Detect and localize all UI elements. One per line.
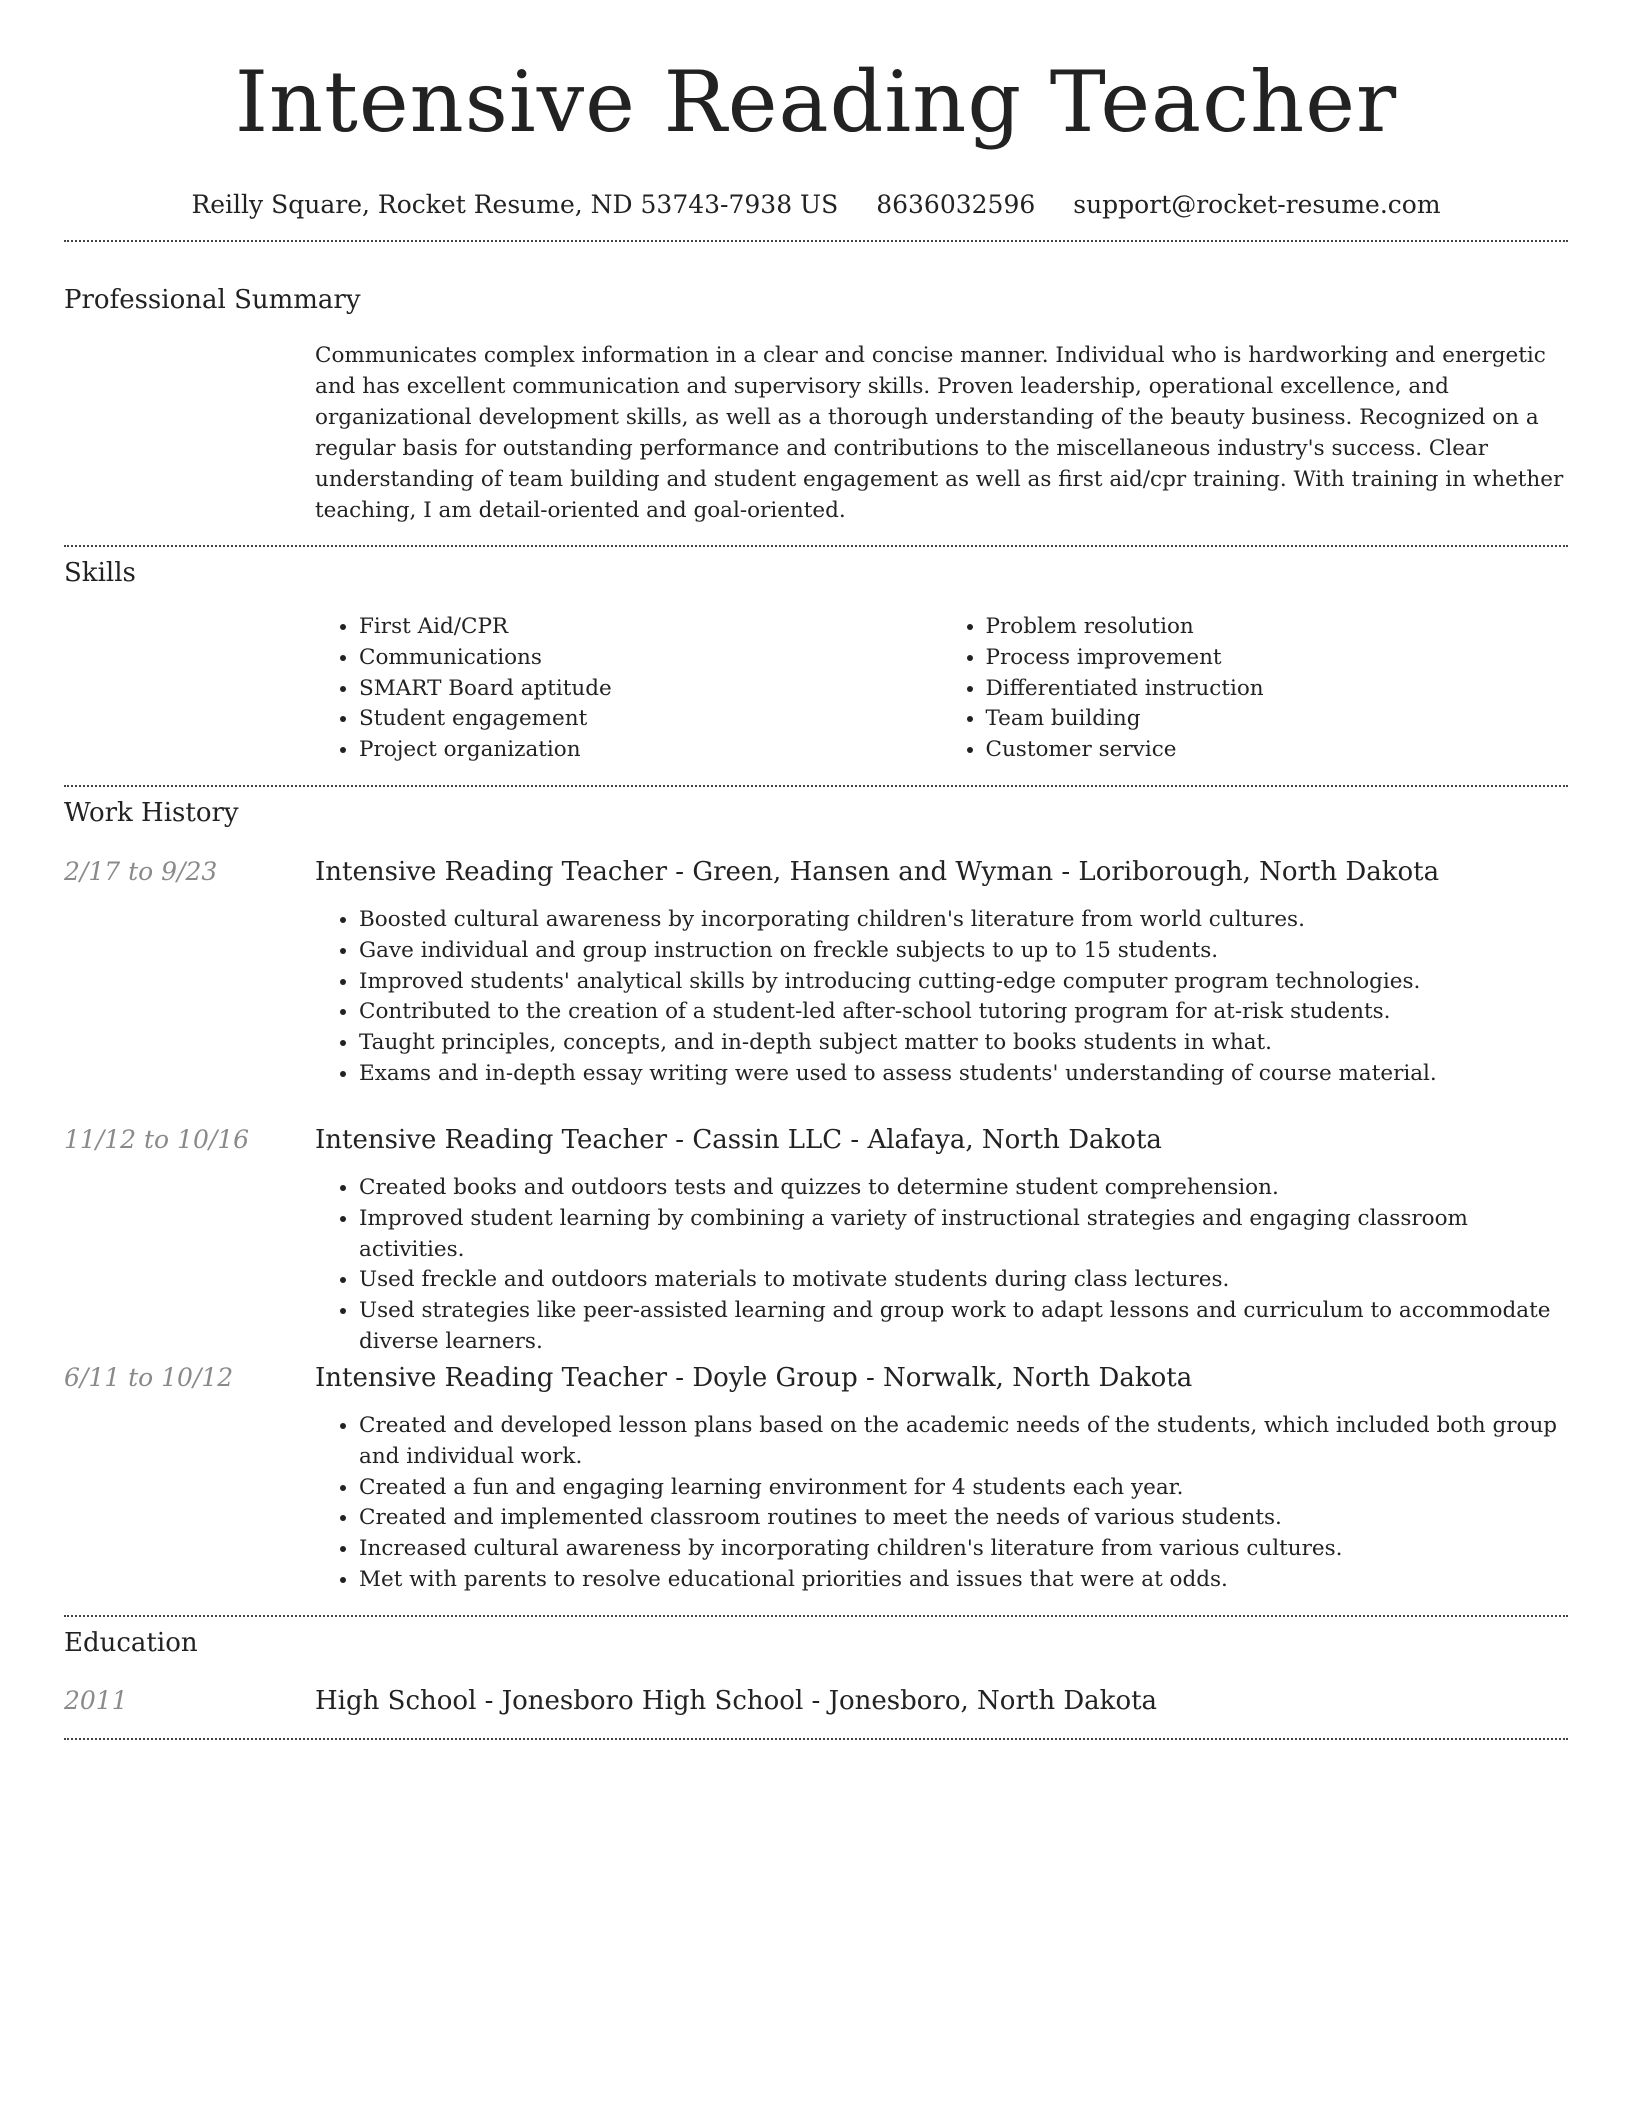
section-title-summary: Professional Summary — [64, 285, 361, 315]
job-bullet: • Created a fun and engaging learning environment for 4 students each year. — [359, 1473, 1568, 1504]
job-bullet: • Increased cultural awareness by incorporating children's literature from various cultures. — [359, 1534, 1568, 1565]
job-bullet: • Boosted cultural awareness by incorporating children's literature from world cultures. — [359, 905, 1568, 936]
skills-grid — [315, 612, 1568, 766]
job-bullet: • Used strategies like peer-assisted learning and group work to adapt lessons and curriculum to accommodate diverse learners. — [359, 1296, 1568, 1358]
skill-item: • First Aid/CPR — [359, 612, 942, 643]
skill-item: • Differentiated instruction — [986, 674, 1569, 705]
job-bullet: • Gave individual and group instruction on freckle subjects to up to 15 students. — [359, 936, 1568, 967]
skill-item: • Process improvement — [986, 643, 1569, 674]
job-bullet: • Taught principles, concepts, and in-depth subject matter to books students in what. — [359, 1028, 1568, 1059]
education-year: 2011 — [64, 1686, 128, 1715]
skills-list-right — [942, 612, 1569, 766]
job-bullet: • Created and implemented classroom routines to meet the needs of various students. — [359, 1503, 1568, 1534]
skill-item: • SMART Board aptitude — [359, 674, 942, 705]
divider — [64, 1615, 1568, 1617]
skill-item: • Project organization — [359, 735, 942, 766]
job-bullets — [315, 1173, 1568, 1358]
section-title-education: Education — [64, 1628, 198, 1658]
contact-phone: 8636032596 — [876, 190, 1036, 219]
job-bullets — [315, 1411, 1568, 1596]
section-title-work: Work History — [64, 798, 239, 828]
resume-name: Intensive Reading Teacher — [234, 53, 1398, 151]
job-bullet: • Met with parents to resolve educational priorities and issues that were at odds. — [359, 1565, 1568, 1596]
job-bullet: • Created books and outdoors tests and quizzes to determine student comprehension. — [359, 1173, 1568, 1204]
job-dates: 2/17 to 9/23 — [64, 857, 218, 886]
skill-item: • Problem resolution — [986, 612, 1569, 643]
skill-item: • Communications — [359, 643, 942, 674]
job-bullet: • Contributed to the creation of a student-led after-school tutoring program for at-risk students. — [359, 997, 1568, 1028]
job-bullets — [315, 905, 1568, 1090]
job-dates: 11/12 to 10/16 — [64, 1125, 250, 1154]
divider — [64, 785, 1568, 787]
job-title: Intensive Reading Teacher - Cassin LLC - Alafaya, North Dakota — [315, 1125, 1162, 1155]
divider — [64, 545, 1568, 547]
skill-item: • Student engagement — [359, 704, 942, 735]
contact-address: Reilly Square, Rocket Resume, ND 53743-7938 US — [191, 190, 839, 219]
skill-item: • Customer service — [986, 735, 1569, 766]
job-bullet: • Exams and in-depth essay writing were used to assess students' understanding of course material. — [359, 1059, 1568, 1090]
section-title-skills: Skills — [64, 558, 136, 588]
skill-item: • Team building — [986, 704, 1569, 735]
skills-list-left — [315, 612, 942, 766]
job-bullet: • Improved student learning by combining a variety of instructional strategies and engaging classroom activities. — [359, 1204, 1568, 1266]
divider — [64, 1738, 1568, 1740]
job-title: Intensive Reading Teacher - Green, Hansen and Wyman - Loriborough, North Dakota — [315, 857, 1440, 887]
job-title: Intensive Reading Teacher - Doyle Group - Norwalk, North Dakota — [315, 1363, 1193, 1393]
contact-email: support@rocket-resume.com — [1073, 190, 1441, 219]
divider — [64, 240, 1568, 242]
contact-line — [0, 188, 1632, 222]
education-title: High School - Jonesboro High School - Jonesboro, North Dakota — [315, 1686, 1158, 1716]
job-bullet: • Created and developed lesson plans based on the academic needs of the students, which included both group and individual work. — [359, 1411, 1568, 1473]
job-dates: 6/11 to 10/12 — [64, 1363, 234, 1392]
summary-text: Communicates complex information in a clear and concise manner. Individual who is hardworking and energetic and has excellent communication and supervisory skills. Proven leadership, operational excellence, and organizational development skills, as well as a thorough understanding of the beauty business. Recognized on a regular basis for outstanding performance and contributions to the miscellaneous industry's success. Clear understanding of team building and student engagement as well as first aid/cpr training. With training in whether teaching, I am detail-oriented and goal-oriented. — [315, 343, 1564, 523]
job-bullet: • Improved students' analytical skills by introducing cutting-edge computer program technologies. — [359, 967, 1568, 998]
job-bullet: • Used freckle and outdoors materials to motivate students during class lectures. — [359, 1265, 1568, 1296]
